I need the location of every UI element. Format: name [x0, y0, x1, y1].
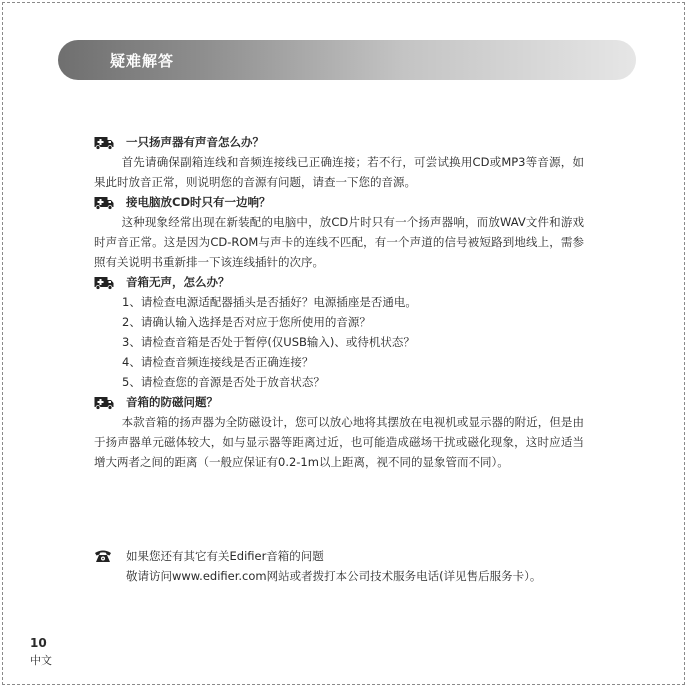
- faq-section-1: [94, 132, 584, 192]
- contact-text: 如果您还有其它有关Edifier音箱的问题: [126, 549, 324, 563]
- list-item: 3、请检查音箱是否处于暂停(仅USB输入)、或待机状态？: [122, 335, 415, 349]
- faq-content: [94, 132, 584, 472]
- faq-section-4: [94, 392, 584, 472]
- ambulance-icon: [94, 394, 114, 410]
- faq-answer: 这种现象经常出现在新装配的电脑中，放CD片时只有一个扬声器响，而放WAV文件和游戏时声音正常。这是因为CD-ROM与声卡的连线不匹配，有一个声道的信号被短路到地线上，需参照有关说明书重新排一下该连线插针的次序。: [94, 215, 584, 269]
- ambulance-icon: [94, 194, 114, 210]
- contact-block: [94, 546, 594, 586]
- faq-question: 音箱无声，怎么办？: [126, 275, 230, 289]
- list-item: 5、请检查您的音源是否处于放音状态？: [122, 375, 325, 389]
- header-bar: [58, 40, 636, 80]
- page-title: 疑难解答: [110, 52, 175, 70]
- faq-section-3: [94, 272, 584, 392]
- faq-question: 一只扬声器有声音怎么办？: [126, 135, 264, 149]
- faq-question: 接电脑放CD时只有一边响？: [126, 195, 271, 209]
- faq-answer: 首先请确保副箱连线和音频连接线已正确连接；若不行，可尝试换用CD或MP3等音源，如果此时放音正常，则说明您的音源有问题，请查一下您的音源。: [94, 155, 584, 189]
- language-label: 中文: [30, 654, 52, 667]
- telephone-icon: [94, 549, 112, 563]
- contact-text: 敬请访问www.edifier.com网站或者拨打本公司技术服务电话(详见售后服务卡）。: [126, 569, 542, 583]
- list-item: 4、请检查音频连接线是否正确连接？: [122, 355, 314, 369]
- page-number: 10: [30, 636, 47, 650]
- list-item: 1、请检查电源适配器插头是否插好？电源插座是否通电。: [122, 295, 417, 309]
- faq-section-2: [94, 192, 584, 272]
- ambulance-icon: [94, 274, 114, 290]
- ambulance-icon: [94, 134, 114, 150]
- faq-question: 音箱的防磁问题？: [126, 395, 218, 409]
- list-item: 2、请确认输入选择是否对应于您所使用的音源？: [122, 315, 371, 329]
- faq-answer: 本款音箱的扬声器为全防磁设计，您可以放心地将其摆放在电视机或显示器的附近，但是由于扬声器单元磁体较大，如与显示器等距离过近，也可能造成磁场干扰或磁化现象，这时应适当增大两者之间的距离（一般应保证有0.2-1m以上距离，视不同的显象管而不同）。: [94, 415, 584, 469]
